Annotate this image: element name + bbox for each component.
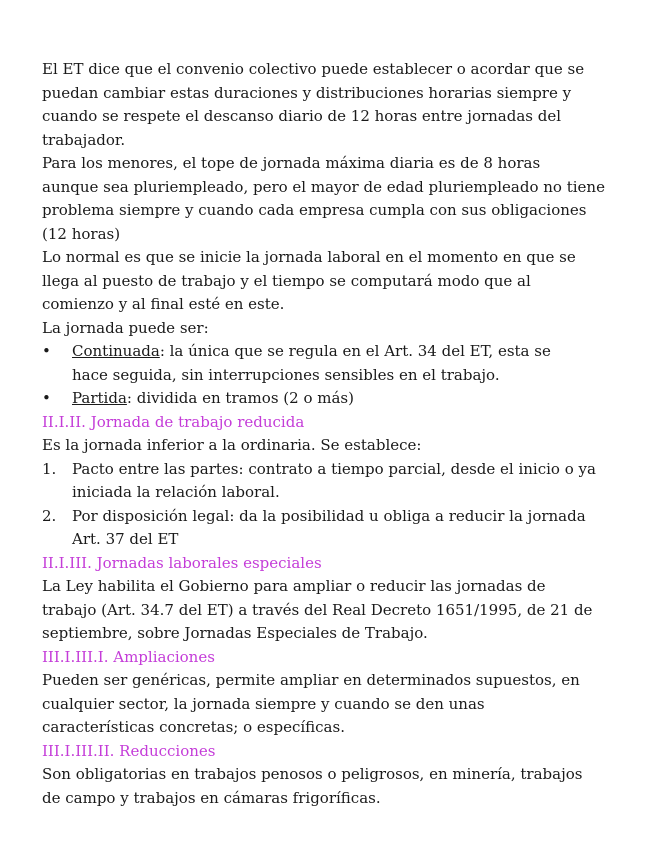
number-marker: 1. xyxy=(42,459,57,478)
list-item-continuation: iniciada la relación laboral. xyxy=(72,483,280,501)
term-partida: Partida xyxy=(72,389,127,407)
paragraph-reducida: Es la jornada inferior a la ordinaria. Se establece: xyxy=(42,436,422,454)
text-line: (12 horas) xyxy=(42,224,121,243)
bullet-list xyxy=(42,340,622,411)
document-body xyxy=(42,58,622,810)
list-item-line xyxy=(42,340,622,364)
text-line: Son obligatorias en trabajos penosos o peligrosos, en minería, trabajos xyxy=(42,765,583,783)
text-line: cuando se respete el descanso diario de 12 horas entre jornadas del xyxy=(42,107,562,125)
list-item xyxy=(42,387,622,411)
text-line: llega al puesto de trabajo y el tiempo se computará modo que al xyxy=(42,271,531,290)
paragraph-reducciones xyxy=(42,763,622,810)
text-line: cualquier sector, la jornada siempre y cuando se den unas xyxy=(42,694,485,713)
list-item-text: Pacto entre las partes: contrato a tiempo parcial, desde el inicio o ya xyxy=(72,459,596,478)
text-line: características concretas; o específicas. xyxy=(42,718,345,736)
numbered-list xyxy=(42,458,622,552)
list-item-continuation: hace seguida, sin interrupciones sensibles en el trabajo. xyxy=(72,365,500,384)
section-heading-especiales: II.I.III. Jornadas laborales especiales xyxy=(42,553,322,572)
list-item-line xyxy=(42,458,622,482)
list-item xyxy=(42,505,622,552)
text-line: comienzo y al final esté en este. xyxy=(42,295,285,313)
text-line: trabajo (Art. 34.7 del ET) a través del Real Decreto 1651/1995, de 21 de xyxy=(42,600,593,619)
number-marker: 2. xyxy=(42,506,57,525)
term-definition: : dividida en tramos (2 o más) xyxy=(126,389,354,407)
text-line: septiembre, sobre Jornadas Especiales de Trabajo. xyxy=(42,624,428,642)
text-line: El ET dice que el convenio colectivo puede establecer o acordar que se xyxy=(42,60,585,78)
paragraph-menores xyxy=(42,152,622,246)
text-line: La Ley habilita el Gobierno para ampliar o reducir las jornadas de xyxy=(42,577,546,595)
list-item-line xyxy=(42,387,622,411)
list-item-text: Por disposición legal: da la posibilidad u obliga a reducir la jornada xyxy=(72,506,586,525)
text-line: puedan cambiar estas duraciones y distribuciones horarias siempre y xyxy=(42,83,572,102)
list-item-continuation: Art. 37 del ET xyxy=(72,530,179,548)
list-item-line xyxy=(42,505,622,529)
term-continuada: Continuada xyxy=(72,342,160,360)
paragraph-inicio-jornada xyxy=(42,246,622,317)
text-line: aunque sea pluriempleado, pero el mayor de edad pluriempleado no tiene xyxy=(42,177,605,196)
text-line: Para los menores, el tope de jornada máxima diaria es de 8 horas xyxy=(42,154,541,172)
text-line: problema siempre y cuando cada empresa cumpla con sus obligaciones xyxy=(42,201,587,219)
term-definition: : la única que se regula en el Art. 34 del ET, esta se xyxy=(159,342,551,360)
text-line: de campo y trabajos en cámaras frigoríficas. xyxy=(42,788,381,807)
paragraph-convenio xyxy=(42,58,622,152)
text-line: Pueden ser genéricas, permite ampliar en determinados supuestos, en xyxy=(42,671,580,689)
text-line: Lo normal es que se inicie la jornada laboral en el momento en que se xyxy=(42,248,576,266)
paragraph-ampliaciones xyxy=(42,669,622,740)
section-heading-reducida: II.I.II. Jornada de trabajo reducida xyxy=(42,412,305,431)
bullet-marker: • xyxy=(42,342,51,360)
section-heading-ampliaciones: III.I.III.I. Ampliaciones xyxy=(42,647,215,666)
list-item xyxy=(42,458,622,505)
text-line: trabajador. xyxy=(42,130,126,149)
list-item xyxy=(42,340,622,387)
section-heading-reducciones: III.I.III.II. Reducciones xyxy=(42,741,216,760)
bullet-marker: • xyxy=(42,389,51,407)
paragraph-especiales xyxy=(42,575,622,646)
paragraph-tipos-jornada: La jornada puede ser: xyxy=(42,318,209,337)
